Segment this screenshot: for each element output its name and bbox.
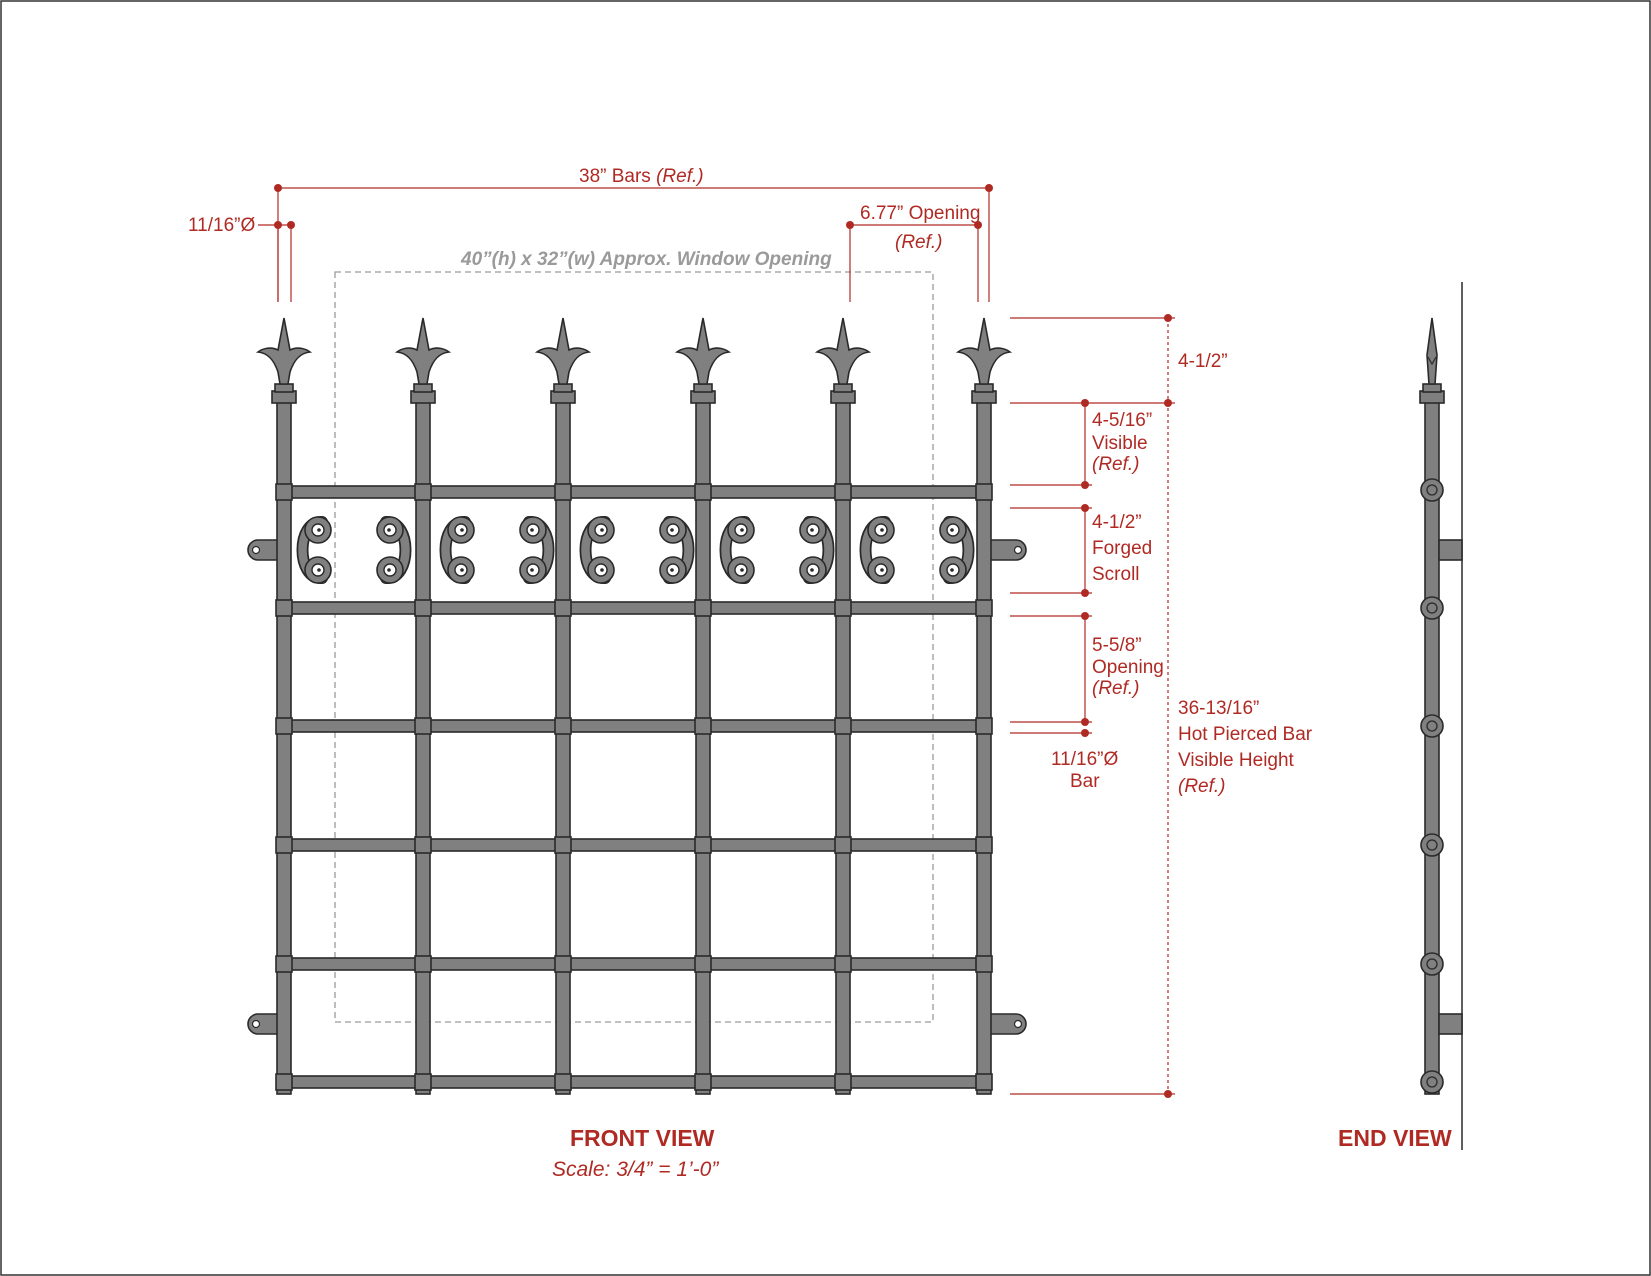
bar-collar bbox=[555, 837, 571, 853]
window-opening-label: 40”(h) x 32”(w) Approx. Window Opening bbox=[461, 249, 832, 270]
bar-collar bbox=[976, 718, 992, 734]
bar-collar bbox=[555, 956, 571, 972]
vertical-bar bbox=[836, 400, 850, 1094]
bar-collar bbox=[555, 600, 571, 616]
forged-scroll-value: 4-1/2” bbox=[1092, 512, 1142, 533]
bar-collar bbox=[415, 956, 431, 972]
bar-collar bbox=[415, 1074, 431, 1090]
bar-diameter-side-label: Bar bbox=[1070, 771, 1100, 792]
vertical-bar bbox=[977, 400, 991, 1094]
bar-diameter-side-value: 11/16”Ø bbox=[1051, 749, 1119, 770]
visible-height-value: 36-13/16” bbox=[1178, 698, 1260, 719]
c-scroll-icon bbox=[940, 517, 969, 583]
opening-height-ref: (Ref.) bbox=[1092, 678, 1140, 699]
end-view-finial-collar bbox=[1423, 384, 1441, 392]
visible-top-ref: (Ref.) bbox=[1092, 454, 1140, 475]
vertical-bar bbox=[416, 400, 430, 1094]
c-scroll-icon bbox=[866, 517, 895, 583]
vertical-bar bbox=[696, 400, 710, 1094]
finial-collar bbox=[975, 384, 993, 392]
c-scroll-icon bbox=[520, 517, 549, 583]
horizontal-rail bbox=[284, 602, 984, 614]
c-scroll-icon bbox=[377, 517, 406, 583]
bar-collar bbox=[415, 837, 431, 853]
bar-collar bbox=[695, 956, 711, 972]
bar-collar bbox=[415, 484, 431, 500]
bar-collar bbox=[695, 718, 711, 734]
bar-collar bbox=[835, 600, 851, 616]
bar-collar bbox=[835, 718, 851, 734]
c-scroll-icon bbox=[446, 517, 475, 583]
bar-collar bbox=[976, 484, 992, 500]
side-dimensions bbox=[1010, 314, 1313, 1098]
c-scroll-icon bbox=[303, 517, 332, 583]
horizontal-rail bbox=[284, 958, 984, 970]
finial-collar bbox=[834, 384, 852, 392]
bar-collar bbox=[555, 484, 571, 500]
opening-height-value: 5-5/8” bbox=[1092, 635, 1142, 656]
horizontal-rail bbox=[284, 1076, 984, 1088]
visible-top-label: Visible bbox=[1092, 433, 1148, 454]
end-view-spear-icon bbox=[1427, 318, 1437, 384]
opening-width-ref: (Ref.) bbox=[895, 232, 943, 253]
front-view-grille bbox=[248, 318, 1026, 1094]
horizontal-rail bbox=[284, 720, 984, 732]
bar-collar bbox=[415, 718, 431, 734]
vertical-bar bbox=[556, 400, 570, 1094]
c-scroll-icon bbox=[800, 517, 829, 583]
finial-collar bbox=[694, 384, 712, 392]
bar-collar bbox=[976, 600, 992, 616]
top-dimensions bbox=[188, 166, 993, 302]
bar-collar bbox=[276, 718, 292, 734]
bar-collar bbox=[555, 718, 571, 734]
visible-height-line1: Hot Pierced Bar bbox=[1178, 724, 1313, 745]
bar-collar bbox=[976, 1074, 992, 1090]
bar-collar bbox=[276, 956, 292, 972]
finial-collar bbox=[275, 384, 293, 392]
bar-collar bbox=[976, 837, 992, 853]
bar-collar bbox=[835, 956, 851, 972]
bar-collar bbox=[835, 837, 851, 853]
bar-collar bbox=[695, 600, 711, 616]
bar-collar bbox=[976, 956, 992, 972]
finial-collar bbox=[554, 384, 572, 392]
vertical-bar bbox=[277, 400, 291, 1094]
bar-collar bbox=[695, 837, 711, 853]
finial-collar bbox=[414, 384, 432, 392]
bar-collar bbox=[276, 837, 292, 853]
spear-finial-icon bbox=[677, 318, 729, 384]
bar-collar bbox=[276, 600, 292, 616]
c-scroll-icon bbox=[660, 517, 689, 583]
finial-height-dim: 4-1/2” bbox=[1178, 351, 1228, 372]
bar-collar bbox=[555, 1074, 571, 1090]
bar-collar bbox=[276, 484, 292, 500]
forged-scroll-line1: Forged bbox=[1092, 538, 1153, 559]
end-view-tab bbox=[1439, 540, 1462, 560]
bar-collar bbox=[276, 1074, 292, 1090]
end-view-bar bbox=[1425, 400, 1439, 1094]
forged-scroll-line2: Scroll bbox=[1092, 564, 1140, 585]
c-scroll-icon bbox=[586, 517, 615, 583]
c-scroll-icon bbox=[726, 517, 755, 583]
bar-collar bbox=[695, 484, 711, 500]
bars-width-dim: 38” Bars (Ref.) bbox=[579, 166, 704, 187]
horizontal-rail bbox=[284, 486, 984, 498]
bar-collar bbox=[695, 1074, 711, 1090]
visible-height-ref: (Ref.) bbox=[1178, 776, 1226, 797]
visible-top-value: 4-5/16” bbox=[1092, 410, 1153, 431]
end-view-title: END VIEW bbox=[1338, 1125, 1452, 1151]
bar-collar bbox=[835, 484, 851, 500]
spear-finial-icon bbox=[397, 318, 449, 384]
front-view-title: FRONT VIEW bbox=[570, 1125, 715, 1151]
visible-height-line2: Visible Height bbox=[1178, 750, 1294, 771]
bar-collar bbox=[415, 600, 431, 616]
opening-height-label: Opening bbox=[1092, 657, 1164, 678]
spear-finial-icon bbox=[537, 318, 589, 384]
opening-width-dim: 6.77” Opening bbox=[860, 203, 981, 224]
spear-finial-icon bbox=[258, 318, 310, 384]
horizontal-rail bbox=[284, 839, 984, 851]
spear-finial-icon bbox=[958, 318, 1010, 384]
bar-diameter-top-dim: 11/16”Ø bbox=[188, 215, 256, 236]
end-view-tab bbox=[1439, 1014, 1462, 1034]
spear-finial-icon bbox=[817, 318, 869, 384]
bar-collar bbox=[835, 1074, 851, 1090]
front-view-scale: Scale: 3/4” = 1’-0” bbox=[552, 1158, 719, 1181]
end-view-drawing bbox=[1420, 282, 1462, 1150]
